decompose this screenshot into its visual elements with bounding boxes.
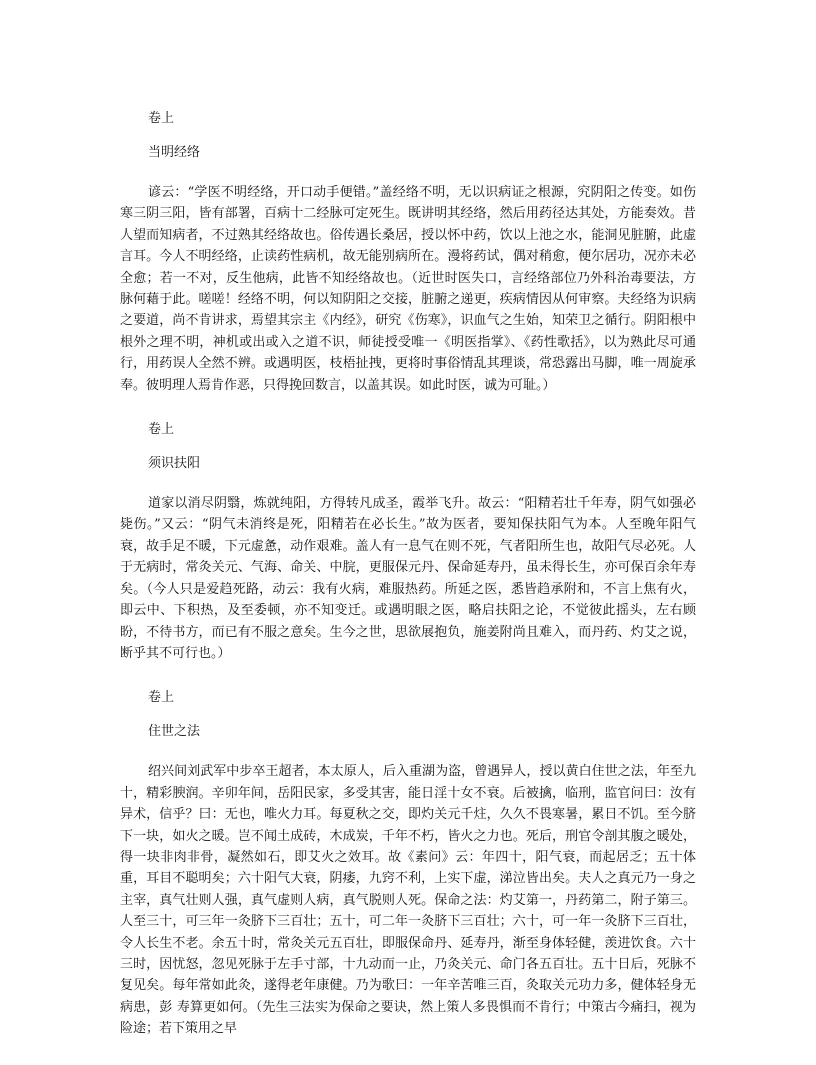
section-title: 当明经络 [148, 145, 201, 160]
section-body: 谚云：“学医不明经络，开口动手便错。”盖经络不明，无以识病证之根源，究阴阳之传变。如伤寒三阴三阳，皆有部署，百病十二经脉可定死生。既讲明其经络，然后用药径达其处，方能奏效。昔人望而知病者，不过熟其经络故也。俗传遇长桑居，授以怀中药，饮以上池之水，能洞见脏腑，此虚言耳。今人不明经络，止读药性病机，故无能别病所在。漫将药试，偶对稍愈，便尔居功，况亦未必全愈；若一不对，反生他病，此皆不知经络故也。（近世时医失口，言经络部位乃外科治毒要法，方脉何藉于此。嗟嗟！经络不明，何以知阴阳之交接，脏腑之递更，疾病情因从何审察。夫经络为识病之要道，尚不肯讲求，焉望其宗主《内经》，研究《伤寒》，识血气之生始，知荣卫之循行。阴阳根中根外之理不明，神机或出或入之道不识，师徒授受唯一《明医指掌》、《药性歌括》，以为熟此尽可通行，用药误人全然不辨。或遇明医，枝梧扯拽，更将时事俗情乱其理谈，常恐露出马脚，唯一周旋承奉。彼明理人焉肯作恶，只得挽回数言，以盖其误。如此时医，诚为可耻。） [120, 185, 696, 393]
document-page [120, 110, 696, 1065]
section-dangming-jingluo [120, 110, 696, 396]
volume-label: 卷上 [148, 422, 175, 438]
section-title: 须识扶阳 [148, 456, 201, 472]
section-title: 住世之法 [148, 724, 201, 740]
volume-label: 卷上 [148, 111, 175, 126]
volume-label: 卷上 [148, 690, 175, 706]
section-body: 绍兴间刘武军中步卒王超者，本太原人，后入重湖为盗，曾遇异人，授以黄白住世之法，年至九十，精彩腴润。辛卯年间，岳阳民家，多受其害，能日淫十女不衰。后被擒，临刑，监官问曰：汝有异术，信乎？曰：无也，唯火力耳。每夏秋之交，即灼关元千炷，久久不畏寒暑，累日不饥。至今脐下一块，如火之暖。岂不闻土成砖，木成炭，千年不朽，皆火之力也。死后，刑官令剖其腹之暖处，得一块非肉非骨，凝然如石，即艾火之效耳。故《素问》云：年四十，阳气衰，而起居乏；五十体重，耳目不聪明矣；六十阳气大衰，阴痿，九窍不利，上实下虚，涕泣皆出矣。夫人之真元乃一身之主宰，真气壮则人强，真气虚则人病，真气脱则人死。保命之法：灼艾第一，丹药第二，附子第三。人至三十，可三年一灸脐下三百壮；五十，可二年一灸脐下三百壮；六十，可一年一灸脐下三百壮，令人长生不老。余五十时，常灸关元五百壮，即服保命丹、延寿丹，渐至身体轻健，羡进饮食。六十三时，因忧怒，忽见死脉于左手寸部，十九动而一止，乃灸关元、命门各五百壮。五十日后，死脉不复见矣。每年常如此灸，遂得老年康健。乃为歌曰：一年辛苦唯三百，灸取关元功力多，健体轻身无病患，彭 寿算更如何。（先生三法实为保命之要诀，然上策人多畏惧而不肯行；中策古今痛扫，视为险途；若下策用之早 [120, 764, 696, 1037]
section-zhushi-zhifa [120, 689, 696, 1039]
section-xushi-fuyang [120, 421, 696, 664]
section-body: 道家以消尽阴翳，炼就纯阳，方得转凡成圣，霞举飞升。故云：“阳精若壮千年寿，阴气如强必毙伤。”又云：“阴气未消终是死，阳精若在必长生。”故为医者，要知保扶阳气为本。人至晚年阳气衰，故手足不暖，下元虚惫，动作艰难。盖人有一息气在则不死，气者阳所生也，故阳气尽必死。人于无病时，常灸关元、气海、命关、中脘，更服保元丹、保命延寿丹，虽未得长生，亦可保百余年寿矣。（今人只是爱趋死路，动云：我有火病，难服热药。所延之医，悉皆趋承附和，不言上焦有火，即云中、下积热，及至委顿，亦不知变迁。或遇明眼之医，略启扶阳之论，不觉彼此摇头，左右顾盼，不待书方，而已有不服之意矣。生今之世，思欲展抱负，施姜附尚且难入，而丹药、灼艾之说，断乎其不可行也。） [120, 496, 696, 661]
